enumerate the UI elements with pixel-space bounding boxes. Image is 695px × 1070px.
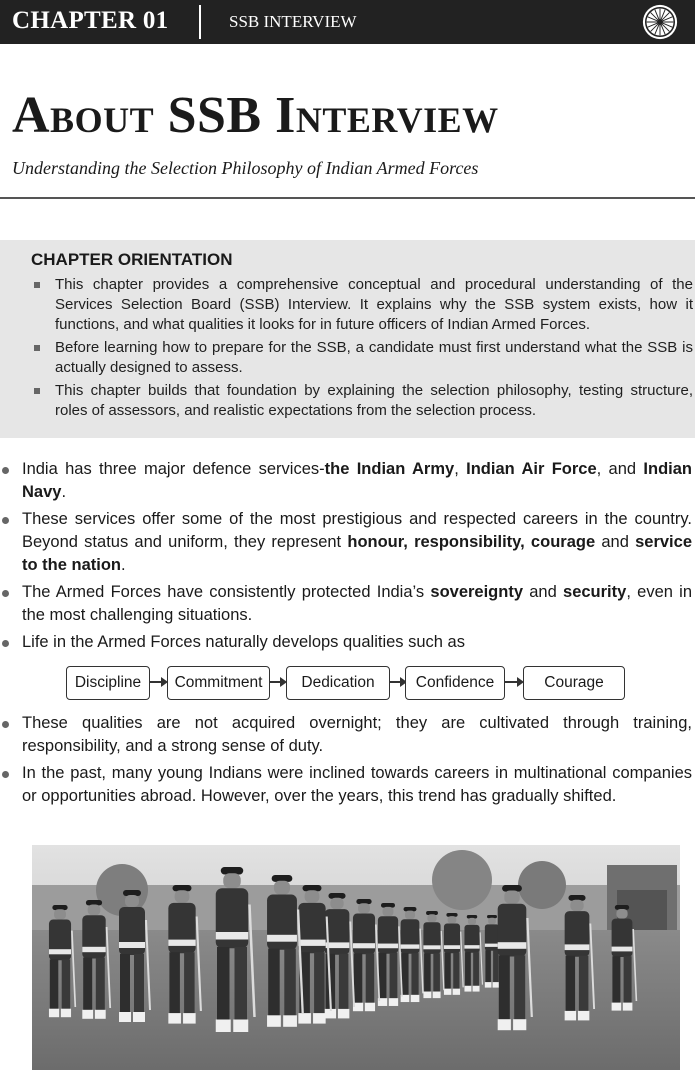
section-name: SSB INTERVIEW xyxy=(229,12,357,31)
round-bullet-icon xyxy=(2,771,9,778)
main-bullet-list xyxy=(0,458,695,654)
list-item: These qualities are not acquired overnight; they are cultivated through training, responsibility, and a strong sense of duty. xyxy=(0,712,695,758)
flow-box-dedication: Dedication xyxy=(286,666,390,700)
square-bullet-icon xyxy=(34,345,40,351)
round-bullet-icon xyxy=(2,640,9,647)
list-item: Life in the Armed Forces naturally develops qualities such as xyxy=(0,631,695,654)
orientation-item: This chapter provides a comprehensive conceptual and procedural understanding of the Services Selection Board (SSB) Interview. It explains why the SSB system exists, how it functions, and what qualities it looks for in future officers of Indian Armed Forces. xyxy=(33,275,693,335)
list-item: These services offer some of the most prestigious and respected careers in the country. Beyond status and uniform, they represent honour, responsibility, courage and service to the nation. xyxy=(0,508,695,577)
orientation-heading: CHAPTER ORIENTATION xyxy=(31,250,233,269)
square-bullet-icon xyxy=(34,388,40,394)
marching-cadets-photo xyxy=(32,845,680,1070)
page-title: About SSB Interview xyxy=(12,87,499,144)
chapter-number: CHAPTER 01 xyxy=(12,7,169,34)
main-bullet-list-continued xyxy=(0,712,695,808)
round-bullet-icon xyxy=(2,590,9,597)
title-divider xyxy=(0,197,695,199)
round-bullet-icon xyxy=(2,517,9,524)
arrow-right-icon xyxy=(505,681,522,683)
arrow-right-icon xyxy=(390,681,405,683)
flow-box-discipline: Discipline xyxy=(66,666,150,700)
chakra-emblem-icon xyxy=(641,3,679,41)
orientation-item: Before learning how to prepare for the SSB, a candidate must first understand what the SSB is actually designed to assess. xyxy=(33,338,693,378)
square-bullet-icon xyxy=(34,282,40,288)
list-item: India has three major defence services-the Indian Army, Indian Air Force, and Indian Navy. xyxy=(0,458,695,504)
arrow-right-icon xyxy=(150,681,166,683)
page-subtitle: Understanding the Selection Philosophy of Indian Armed Forces xyxy=(12,158,479,178)
chapter-header-bar xyxy=(0,0,695,44)
list-item: The Armed Forces have consistently protected India’s sovereignty and security, even in the most challenging situations. xyxy=(0,581,695,627)
round-bullet-icon xyxy=(2,721,9,728)
flow-box-confidence: Confidence xyxy=(405,666,505,700)
list-item: In the past, many young Indians were inclined towards careers in multinational companies or opportunities abroad. However, over the years, this trend has gradually shifted. xyxy=(0,762,695,808)
orientation-list xyxy=(33,275,693,424)
round-bullet-icon xyxy=(2,467,9,474)
arrow-right-icon xyxy=(270,681,285,683)
flow-box-courage: Courage xyxy=(523,666,625,700)
header-divider xyxy=(199,5,201,39)
orientation-item: This chapter builds that foundation by explaining the selection philosophy, testing structure, roles of assessors, and realistic expectations from the selection process. xyxy=(33,381,693,421)
flow-box-commitment: Commitment xyxy=(167,666,270,700)
qualities-flow-diagram xyxy=(66,666,636,702)
